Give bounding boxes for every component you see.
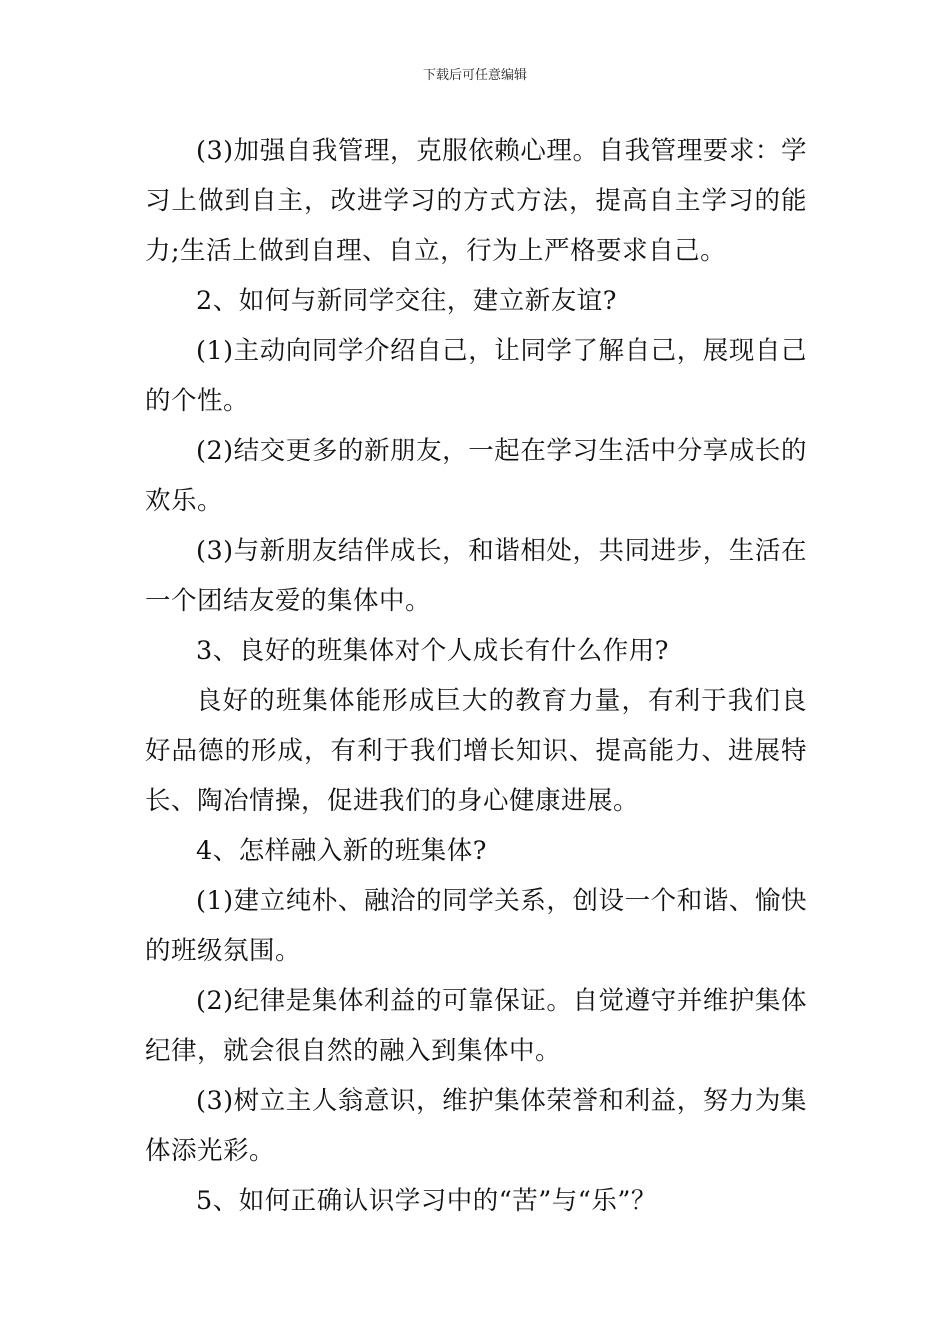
paragraph-class-influence: 良好的班集体能形成巨大的教育力量，有利于我们良好品德的形成，有利于我们增长知识、提高能力、进展特长、陶冶情操，促进我们的身心健康进展。: [145, 686, 807, 816]
document-body: [145, 126, 807, 1226]
question-heading-3: 3、良好的班集体对个人成长有什么作用?: [196, 636, 669, 666]
page-header-note: 下载后可任意编辑: [422, 68, 527, 83]
question-heading-2: 2、如何与新同学交往，建立新友谊?: [196, 286, 617, 316]
paragraph-relationships: (1)建立纯朴、融洽的同学关系，创设一个和谐、愉快的班级氛围。: [145, 886, 807, 966]
paragraph-grow-together: (3)与新朋友结伴成长，和谐相处，共同进步，生活在一个团结友爱的集体中。: [145, 536, 807, 616]
paragraph-introduce-self: (1)主动向同学介绍自己，让同学了解自己，展现自己的个性。: [145, 336, 807, 416]
paragraph-discipline: (2)纪律是集体利益的可靠保证。自觉遵守并维护集体纪律，就会很自然的融入到集体中。: [145, 986, 807, 1066]
question-heading-4: 4、怎样融入新的班集体?: [196, 836, 487, 866]
paragraph-ownership: (3)树立主人翁意识，维护集体荣誉和利益，努力为集体添光彩。: [145, 1086, 807, 1166]
paragraph-self-management: (3)加强自我管理，克服依赖心理。自我管理要求：学习上做到自主，改进学习的方式方法，提高自主学习的能力;生活上做到自理、自立，行为上严格要求自己。: [145, 136, 807, 266]
paragraph-make-friends: (2)结交更多的新朋友，一起在学习生活中分享成长的欢乐。: [145, 436, 807, 516]
question-heading-5: 5、如何正确认识学习中的“苦”与“乐”？: [196, 1186, 657, 1216]
